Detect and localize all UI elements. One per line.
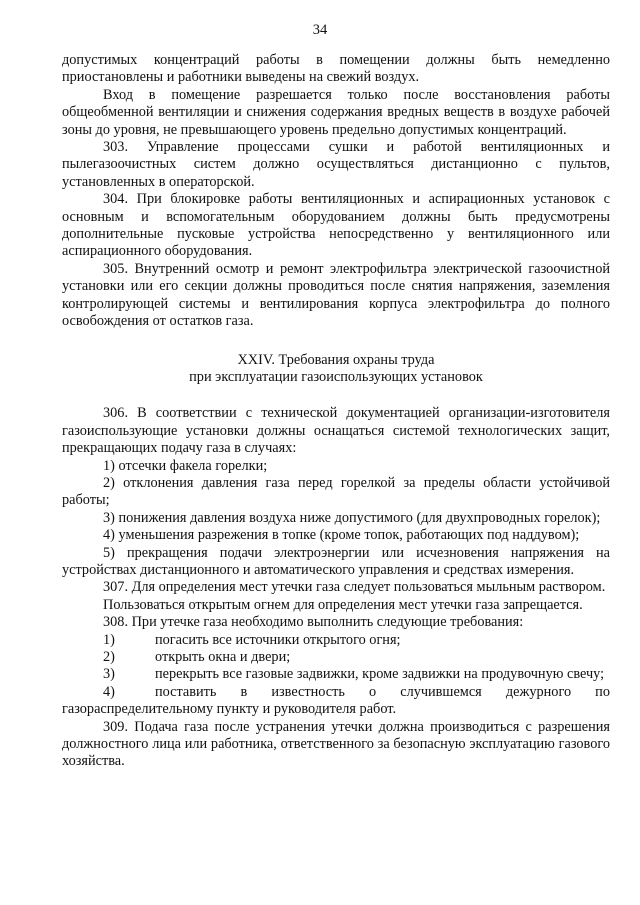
list-item-306-2: 2) отклонения давления газа перед горелкой за пределы области устойчивой работы; [62, 474, 610, 509]
paragraph-303: 303. Управление процессами сушки и работой вентиляционных и пылегазоочистных систем должно осуществляться дистанционно с пультов, установленных в операторской. [62, 139, 610, 190]
list-text: перекрыть все газовые задвижки, кроме задвижки на продувочную свечу; [155, 666, 605, 683]
list-text: открыть окна и двери; [155, 649, 291, 665]
page-number: 34 [312, 22, 328, 38]
section-heading [62, 352, 610, 387]
list-item-306-3: 3) понижения давления воздуха ниже допустимого (для двухпроводных горелок); [103, 509, 601, 526]
list-item-308-4 [62, 684, 610, 719]
paragraph-309: 309. Подача газа после устранения утечки должна производиться с разрешения должностного лица или работника, ответственного за безопасную эксплуатацию газового хозяйства. [62, 718, 610, 770]
list-item-308-3 [62, 666, 610, 683]
paragraph-305: 305. Внутренний осмотр и ремонт электрофильтра электрической газоочистной установки или его секции должны проводиться после снятия напряжения, заземления контролирующей системы и вентилирования корпуса электрофильтра до полного освобождения от остатков газа. [62, 260, 610, 330]
document-body [62, 52, 610, 771]
paragraph-307: 307. Для определения мест утечки газа следует пользоваться мыльным раствором. [103, 579, 606, 596]
paragraph-continued: допустимых концентраций работы в помещении должны быть немедленно приостановлены и работники выведены на свежий воздух. [62, 52, 610, 86]
list-marker: 3) [103, 666, 115, 683]
list-item-306-5: 5) прекращения подачи электроэнергии или исчезновения напряжения на устройствах дистанционного и автоматического управления и средствах измерения. [62, 544, 610, 578]
list-text: поставить в известность о случившемся дежурного по газораспределительному пункту и руководителя работ. [62, 683, 610, 718]
paragraph-307-prohibition: Пользоваться открытым огнем для определения мест утечки газа запрещается. [103, 596, 583, 613]
section-heading-subtitle: при эксплуатации газоиспользующих установок [189, 368, 483, 385]
list-item-306-4: 4) уменьшения разрежения в топке (кроме топок, работающих под наддувом); [103, 527, 580, 544]
paragraph-304: 304. При блокировке работы вентиляционных и аспирационных установок с основным и вспомогательным оборудованием должны быть предусмотрены дополнительные пусковые устройства непосредственно у вентиляционного или аспирационного оборудования. [62, 191, 610, 260]
paragraph-308: 308. При утечке газа необходимо выполнить следующие требования: [103, 614, 524, 631]
list-marker: 2) [103, 649, 115, 665]
list-marker: 4) [103, 683, 115, 700]
list-marker: 1) [103, 631, 115, 648]
paragraph-entry-rule: Вход в помещение разрешается только после восстановления работы общеобменной вентиляции и снижения содержания вредных веществ в воздухе рабочей зоны до уровня, не превышающего уровень предельно допустимых концентраций. [62, 86, 610, 138]
list-item-306-1: 1) отсечки факела горелки; [103, 457, 268, 474]
list-text: погасить все источники открытого огня; [155, 631, 401, 648]
list-item-308-1 [103, 632, 610, 649]
paragraph-306: 306. В соответствии с технической документацией организации-изготовителя газоиспользующие установки должны оснащаться системой технологических защит, прекращающих подачу газа в случаях: [62, 405, 610, 457]
list-item-308-2 [103, 649, 610, 666]
section-heading-title: XXIV. Требования охраны труда [237, 351, 435, 368]
